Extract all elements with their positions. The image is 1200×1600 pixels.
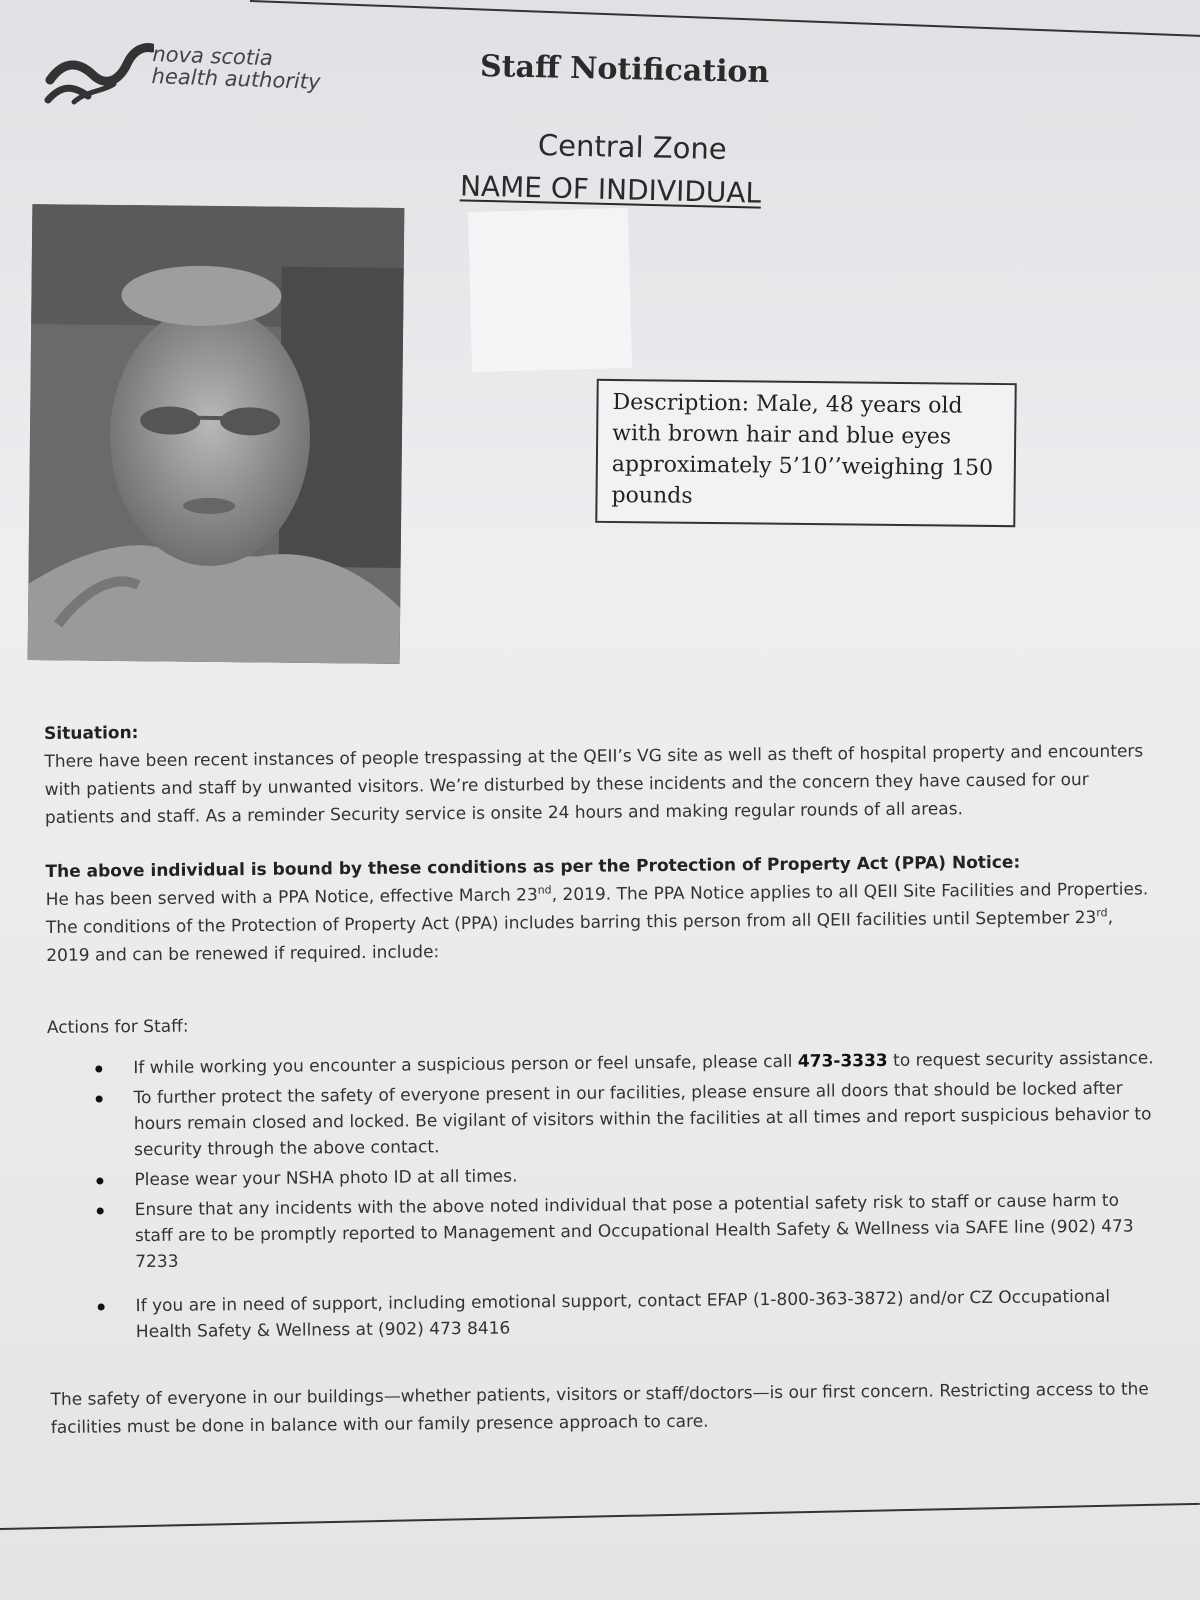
tape-strip <box>468 208 632 372</box>
nsha-logo <box>44 40 324 120</box>
wave-logo-icon <box>44 40 154 110</box>
actions-heading: Actions for Staff: <box>46 1016 189 1038</box>
description-line-3: approximately 5’10’’weighing 150 <box>611 451 994 481</box>
notice-body <box>44 709 1161 1442</box>
actions-list <box>47 1045 1160 1346</box>
ppa-text-part-c: , 2019 and can be renewed if required. include: <box>46 907 1114 966</box>
ppa-superscript-a: nd <box>537 883 552 897</box>
action-item-support: If you are in need of support, including emotional support, contact EFAP (1-800-363-3872) and/or CZ Occupational Health Safety & Wellness at (902) 473 8416 <box>136 1283 1160 1345</box>
ppa-heading: The above individual is bound by these conditions as per the Protection of Property Act (PPA) Notice: <box>45 852 1021 882</box>
photo-image <box>28 204 405 664</box>
description-box <box>595 379 1016 527</box>
situation-heading: Situation: <box>44 723 139 744</box>
page-bottom-border <box>0 1503 1200 1530</box>
description-line-1: Description: Male, 48 years old <box>612 389 963 419</box>
individual-photo <box>28 204 405 664</box>
logo-line-2: health authority <box>151 64 321 94</box>
page-title: Staff Notification <box>479 48 770 91</box>
action-item-1-text-b: to request security assistance. <box>887 1048 1154 1071</box>
situation-text: There have been recent instances of people trespassing at the QEII’s VG site as well as theft of hospital property and encounters with patients and staff by unwanted visitors. We’re disturbed by these incidents and the concern they have caused for our patients and staff. As a reminder Security service is onsite 24 hours and making regular rounds of all areas. <box>44 741 1144 828</box>
action-item-wear-id: Please wear your NSHA photo ID at all times. <box>134 1157 1158 1193</box>
page-top-border <box>250 0 1200 37</box>
individual-name: NAME OF INDIVIDUAL <box>459 169 762 210</box>
ppa-text-part-b: , 2019. The PPA Notice applies to all QEII Site Facilities and Properties. The conditions of the Protection of Property Act (PPA) includes barring this person from all QEII facilities until September 23 <box>45 879 1149 938</box>
action-item-lock-doors: To further protect the safety of everyone present in our facilities, please ensure all doors that should be locked after hours remain closed and locked. Be vigilant of visitors within the facilities at all times and report suspicious behavior to security through the above contact. <box>134 1075 1159 1163</box>
logo-wordmark <box>151 43 321 93</box>
action-item-report-incidents: Ensure that any incidents with the above noted individual that pose a potential safety risk to staff or cause harm to staff are to be promptly reported to Management and Occupational Health Safety & Wellness via SAFE line (902) 473 7233 <box>135 1187 1160 1275</box>
description-line-2: with brown hair and blue eyes <box>612 420 952 450</box>
logo-line-1: nova scotia <box>152 42 274 71</box>
description-line-4: pounds <box>611 482 693 509</box>
ppa-superscript-b: rd <box>1096 906 1108 920</box>
ppa-text <box>46 875 1157 970</box>
description-text <box>611 387 1006 515</box>
footer-text: The safety of everyone in our buildings—whether patients, visitors or staff/doctors—is our first concern. Restricting access to the facilities must be done in balance with our family presence approach to care. <box>50 1379 1149 1438</box>
security-phone-number: 473-3333 <box>797 1050 888 1072</box>
ppa-text-part-a: He has been served with a PPA Notice, effective March 23 <box>45 885 538 910</box>
action-item-call-security <box>133 1045 1157 1081</box>
action-item-1-text-a: If while working you encounter a suspicious person or feel unsafe, please call <box>133 1051 798 1079</box>
zone-label: Central Zone <box>537 128 727 166</box>
